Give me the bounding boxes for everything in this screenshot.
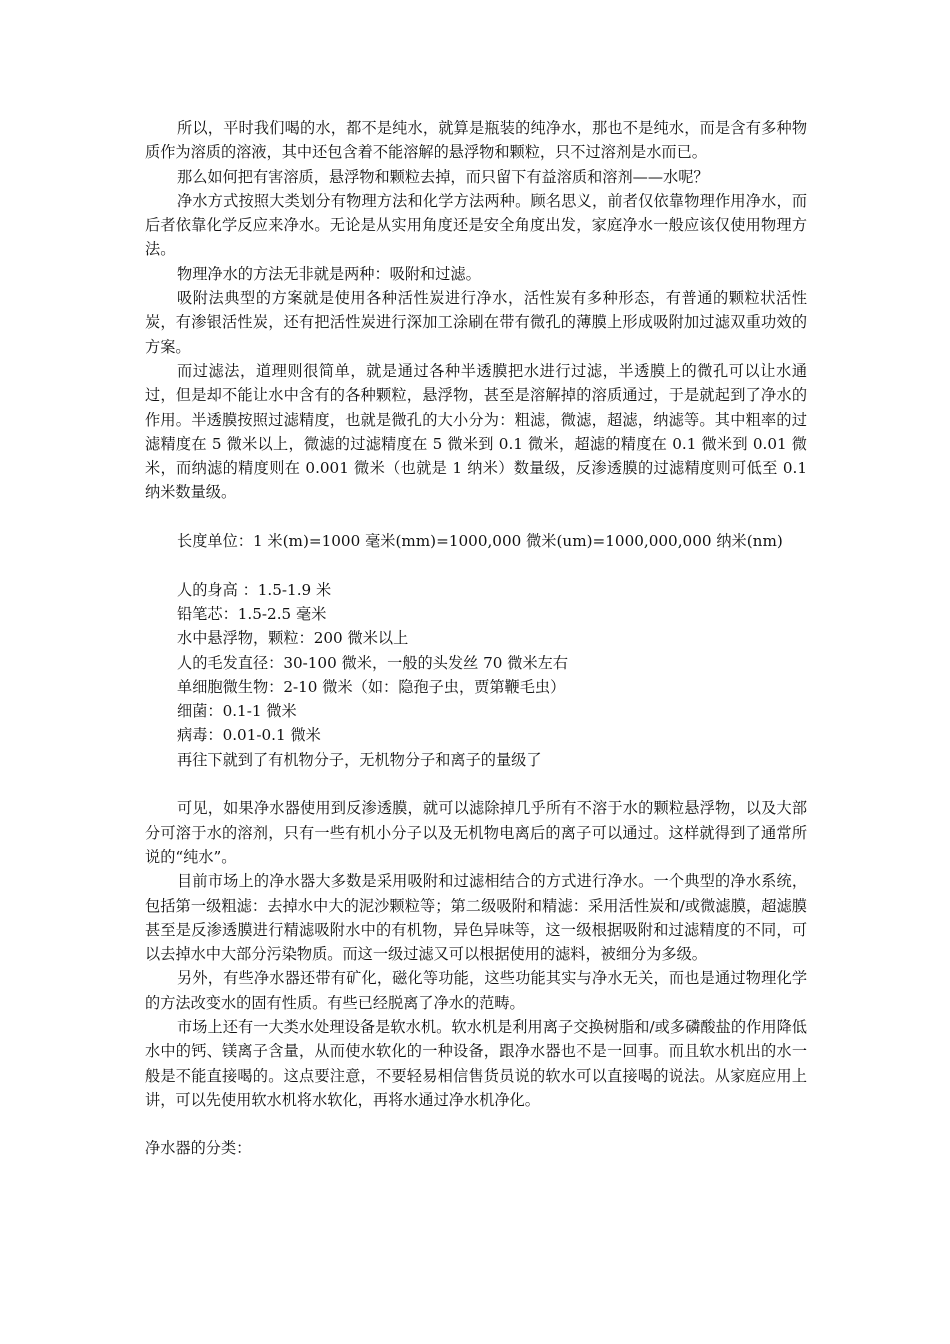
document-page <box>145 116 807 1161</box>
paragraph-physical-methods: 物理净水的方法无非就是两种：吸附和过滤。 <box>177 264 481 283</box>
paragraph-filtration: 而过滤法，道理则很简单，就是通过各种半透膜把水进行过滤，半透膜上的微孔可以让水通过，但是却不能让水中含有的各种颗粒，悬浮物，甚至是溶解掉的溶质通过，于是就起到了净水的作用。半透膜按照过滤精度，也就是微孔的大小分为：粗滤，微滤，超滤，纳滤等。其中粗率的过滤精度在 5 微米以上，微滤的过滤精度在 5 微米到 0.1 微米，超滤的精度在 0.1 微米到 0.01 微米，而纳滤的精度则在 0.001 微米（也就是 1 纳米）数量级，反渗透膜的过滤精度则可低至 0.1 纳米数量级。 <box>145 361 807 502</box>
size-list-item: 细菌：0.1-1 微米 <box>177 702 297 721</box>
paragraph-question: 那么如何把有害溶质，悬浮物和颗粒去掉，而只留下有益溶质和溶剂——水呢？ <box>177 167 709 186</box>
paragraph-pure-water: 所以，平时我们喝的水，都不是纯水，就算是瓶装的纯净水，那也不是纯水，而是含有多种物质作为溶质的溶液，其中还包含着不能溶解的悬浮物和颗粒，只不过溶剂是水而已。 <box>145 119 807 162</box>
spacer <box>145 553 807 577</box>
spacer <box>145 772 807 796</box>
size-list-item: 人的毛发直径：30-100 微米，一般的头发丝 70 微米左右 <box>177 653 569 672</box>
paragraph-water-softener: 市场上还有一大类水处理设备是软水机。软水机是利用离子交换树脂和/或多磷酸盐的作用降低水中的钙、镁离子含量，从而使水软化的一种设备，跟净水器也不是一回事。而且软水机出的水一般是不能直接喝的。这点要注意，不要轻易相信售货员说的软水可以直接喝的说法。从家庭应用上讲，可以先使用软水机将水软化，再将水通过净水机净化。 <box>145 1017 807 1109</box>
spacer <box>145 505 807 529</box>
paragraph-adsorption: 吸附法典型的方案就是使用各种活性炭进行净水，活性炭有多种形态，有普通的颗粒状活性炭，有渗银活性炭，还有把活性炭进行深加工涂刷在带有微孔的薄膜上形成吸附加过滤双重功效的方案。 <box>145 289 807 356</box>
size-list-item: 人的身高 ：1.5-1.9 米 <box>177 580 332 599</box>
size-list-item: 病毒：0.01-0.1 微米 <box>177 726 321 745</box>
paragraph-market-systems: 目前市场上的净水器大多数是采用吸附和过滤相结合的方式进行净水。一个典型的净水系统，包括第一级粗滤：去掉水中大的泥沙颗粒等；第二级吸附和精滤：采用活性炭和/或微滤膜，超滤膜甚至是反渗透膜进行精滤吸附水中的有机物，异色异味等，这一级根据吸附和过滤精度的不同，可以去掉水中大部分污染物质。而这一级过滤又可以根据使用的滤料，被细分为多级。 <box>145 872 807 964</box>
size-list-item: 再往下就到了有机物分子，无机物分子和离子的量级了 <box>177 750 542 769</box>
units-line: 长度单位：1 米(m)=1000 毫米(mm)=1000,000 微米(um)=1000,000,000 纳米(nm) <box>177 532 783 551</box>
size-list-item: 铅笔芯：1.5-2.5 毫米 <box>177 604 327 623</box>
size-list-item: 水中悬浮物，颗粒：200 微米以上 <box>177 629 409 648</box>
paragraph-mineralization: 另外，有些净水器还带有矿化，磁化等功能，这些功能其实与净水无关，而也是通过物理化学的方法改变水的固有性质。有些已经脱离了净水的范畴。 <box>145 969 807 1012</box>
paragraph-reverse-osmosis: 可见，如果净水器使用到反渗透膜，就可以滤除掉几乎所有不溶于水的颗粒悬浮物，以及大部分可溶于水的溶剂，只有一些有机小分子以及无机物电离后的离子可以通过。这样就得到了通常所说的“纯水”。 <box>145 799 807 866</box>
section-heading: 净水器的分类： <box>145 1139 252 1158</box>
size-list-item: 单细胞微生物：2-10 微米（如：隐孢子虫，贾第鞭毛虫） <box>177 677 566 696</box>
paragraph-methods: 净水方式按照大类划分有物理方法和化学方法两种。顾名思义，前者仅依靠物理作用净水，而后者依靠化学反应来净水。无论是从实用角度还是安全角度出发，家庭净水一般应该仅使用物理方法。 <box>145 191 807 259</box>
spacer <box>145 1112 807 1136</box>
